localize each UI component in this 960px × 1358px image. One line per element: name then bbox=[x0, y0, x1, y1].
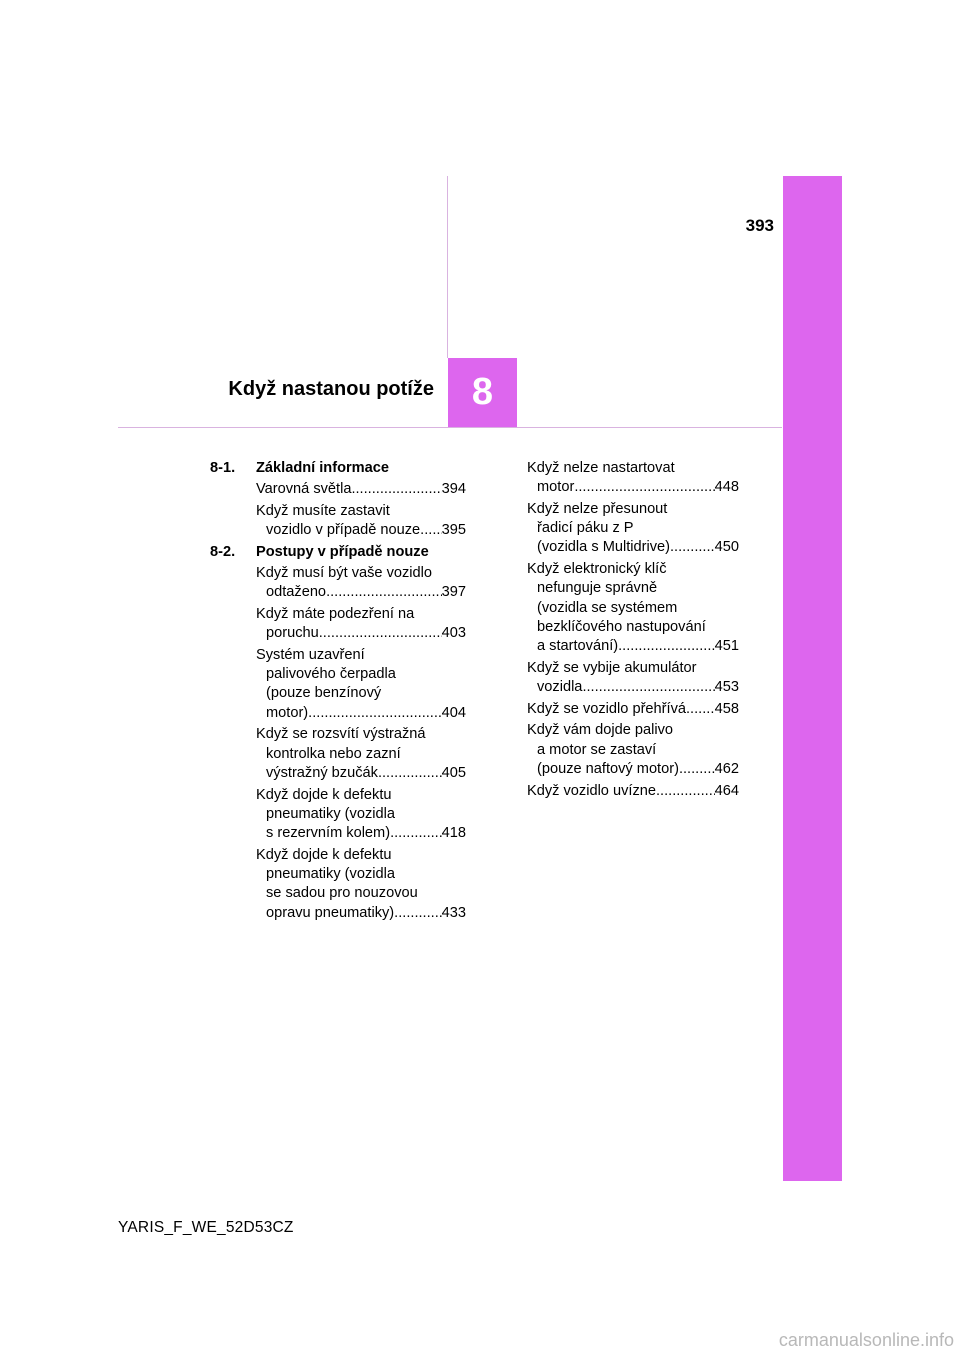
toc-entry-line bbox=[256, 665, 466, 684]
dot-leader bbox=[378, 764, 442, 783]
toc-entry-line bbox=[256, 745, 466, 764]
toc-entry-text: a startování) bbox=[537, 638, 619, 655]
dot-leader bbox=[351, 480, 441, 499]
toc-entry-line bbox=[527, 741, 739, 760]
section-title: Základní informace bbox=[256, 460, 390, 476]
toc-entry-text: Když musí být vaše vozidlo bbox=[256, 565, 433, 582]
toc-entry-text: Když máte podezření na bbox=[256, 605, 415, 622]
toc-entry-text: odtaženo bbox=[266, 584, 327, 601]
toc-entry-page: 458 bbox=[714, 700, 739, 717]
toc-entry-line bbox=[256, 564, 466, 583]
dot-leader bbox=[394, 904, 441, 923]
toc-entry-text: Když vozidlo uvízne bbox=[527, 782, 656, 799]
toc-entry-page: 453 bbox=[714, 679, 739, 696]
toc-entry[interactable] bbox=[527, 560, 739, 656]
toc-section-heading[interactable] bbox=[210, 459, 466, 478]
toc-entry-line bbox=[527, 659, 739, 678]
dot-leader bbox=[656, 782, 715, 801]
toc-entry-line bbox=[256, 646, 466, 665]
toc-entry-line bbox=[256, 704, 466, 723]
toc-entry-text: Když nelze přesunout bbox=[527, 500, 668, 517]
chapter-number: 8 bbox=[471, 371, 494, 413]
toc-entry-text: opravu pneumatiky) bbox=[266, 904, 395, 921]
watermark: carmanualsonline.info bbox=[778, 1330, 954, 1350]
toc-entry-text: řadicí páku z P bbox=[537, 520, 634, 537]
toc-entry-line bbox=[527, 579, 739, 598]
toc-entry-line bbox=[256, 865, 466, 884]
toc-right-column bbox=[527, 459, 739, 803]
toc-entry-page: 403 bbox=[441, 625, 466, 642]
toc-entry-text: se sadou pro nouzovou bbox=[266, 885, 418, 902]
toc-entry-line bbox=[527, 618, 739, 637]
toc-entry-line bbox=[527, 678, 739, 697]
toc-entry-text: Když dojde k defektu bbox=[256, 846, 392, 863]
toc-entry-text: (vozidla se systémem bbox=[537, 599, 678, 616]
toc-entry-page: 397 bbox=[441, 584, 466, 601]
toc-entry-text: Systém uzavření bbox=[256, 646, 365, 663]
dot-leader bbox=[582, 678, 714, 697]
toc-entry-text: motor) bbox=[266, 704, 309, 721]
toc-entry-text: vozidla bbox=[537, 679, 583, 696]
toc-entry-text: a motor se zastaví bbox=[537, 741, 657, 758]
toc-entry[interactable] bbox=[256, 786, 466, 844]
toc-entry-page: 405 bbox=[441, 764, 466, 781]
chapter-title: Když nastanou potíže bbox=[228, 378, 434, 400]
toc-entry[interactable] bbox=[527, 459, 739, 498]
toc-entry-page: 462 bbox=[714, 760, 739, 777]
section-number: 8-1. bbox=[210, 460, 236, 476]
toc-entry-text: výstražný bzučák bbox=[266, 764, 378, 781]
toc-entry-text: pneumatiky (vozidla bbox=[266, 805, 395, 822]
toc-entry-line bbox=[256, 502, 466, 521]
dot-leader bbox=[670, 538, 715, 557]
toc-entry-line bbox=[256, 684, 466, 703]
toc-entry-text: Když dojde k defektu bbox=[256, 786, 392, 803]
toc-entry-text: Když nelze nastartovat bbox=[527, 460, 675, 476]
toc-entry-text: nefunguje správně bbox=[537, 580, 658, 597]
toc-entry-text: (pouze naftový motor) bbox=[537, 760, 679, 777]
toc-entry-line bbox=[256, 824, 466, 843]
toc-entry-line bbox=[256, 624, 466, 643]
toc-entry-page: 451 bbox=[714, 638, 739, 655]
toc-entry-line bbox=[527, 560, 739, 579]
toc-entry-text: Když musíte zastavit bbox=[256, 502, 390, 519]
toc-entry[interactable] bbox=[256, 502, 466, 541]
toc-entry-line bbox=[256, 764, 466, 783]
dot-leader bbox=[679, 760, 715, 779]
toc-entry-page: 448 bbox=[714, 479, 739, 496]
dot-leader bbox=[574, 478, 714, 497]
toc-entry-text: s rezervním kolem) bbox=[266, 825, 391, 842]
toc-entry[interactable] bbox=[256, 564, 466, 603]
chapter-tab-strip bbox=[783, 176, 842, 1181]
toc-entry-line bbox=[527, 538, 739, 557]
dot-leader bbox=[618, 637, 715, 656]
toc-entry-page: 404 bbox=[441, 704, 466, 721]
dot-leader bbox=[686, 700, 715, 719]
toc-entry-line bbox=[256, 846, 466, 865]
toc-section-heading[interactable] bbox=[210, 543, 466, 562]
toc-entry[interactable] bbox=[527, 659, 739, 698]
toc-entry[interactable] bbox=[256, 725, 466, 783]
toc-entry-line bbox=[256, 904, 466, 923]
toc-entry[interactable] bbox=[256, 480, 466, 499]
toc-entry-line bbox=[256, 786, 466, 805]
toc-entry-text: Když se vozidlo přehřívá bbox=[527, 700, 686, 717]
toc-entry-text: Varovná světla bbox=[256, 481, 352, 498]
toc-entry[interactable] bbox=[527, 721, 739, 779]
document-code: YARIS_F_WE_52D53CZ bbox=[118, 1219, 294, 1236]
dot-leader bbox=[420, 521, 441, 540]
vertical-rule bbox=[447, 176, 448, 358]
toc-entry-text: (vozidla s Multidrive) bbox=[537, 539, 670, 556]
toc-entry[interactable] bbox=[527, 700, 739, 719]
toc-entry[interactable] bbox=[256, 605, 466, 644]
toc-entry-line bbox=[256, 480, 466, 499]
dot-leader bbox=[326, 583, 442, 602]
toc-entry-line bbox=[527, 760, 739, 779]
toc-entry[interactable] bbox=[527, 500, 739, 558]
toc-entry-text: Když vám dojde palivo bbox=[527, 722, 674, 739]
toc-entry-line bbox=[527, 459, 739, 478]
toc-entry-line bbox=[527, 478, 739, 497]
toc-entry-line bbox=[527, 721, 739, 740]
toc-entry-text: Když elektronický klíč bbox=[527, 561, 667, 578]
toc-entry-line bbox=[527, 782, 739, 801]
toc-entry-line bbox=[256, 725, 466, 744]
toc-entry-text: poruchu bbox=[266, 625, 319, 642]
toc-entry-line bbox=[527, 637, 739, 656]
dot-leader bbox=[390, 824, 442, 843]
dot-leader bbox=[319, 624, 442, 643]
toc-entry-line bbox=[256, 583, 466, 602]
toc-entry[interactable] bbox=[256, 846, 466, 923]
toc-entry-line bbox=[256, 884, 466, 903]
toc-entry-page: 394 bbox=[441, 481, 466, 498]
toc-entry-line bbox=[256, 605, 466, 624]
toc-entry-text: kontrolka nebo zazní bbox=[266, 745, 401, 762]
section-number: 8-2. bbox=[210, 543, 236, 560]
toc-entry-page: 395 bbox=[441, 522, 466, 539]
toc-entry-text: palivového čerpadla bbox=[266, 666, 396, 683]
toc-entry-line bbox=[527, 700, 739, 719]
toc-entry-page: 464 bbox=[714, 782, 739, 799]
header-rule bbox=[118, 427, 782, 428]
page-number: 393 bbox=[745, 216, 774, 235]
toc-entry-page: 433 bbox=[441, 904, 466, 921]
toc-left-column bbox=[210, 459, 466, 925]
toc-entry-text: pneumatiky (vozidla bbox=[266, 866, 395, 883]
toc-entry-text: Když se rozsvítí výstražná bbox=[256, 726, 426, 743]
toc-entry[interactable] bbox=[256, 646, 466, 723]
toc-entry-line bbox=[527, 519, 739, 538]
toc-entry-page: 450 bbox=[714, 539, 739, 556]
chapter-number-box bbox=[448, 358, 517, 427]
toc-entry-text: bezklíčového nastupování bbox=[537, 618, 706, 635]
toc-entry-text: (pouze benzínový bbox=[266, 685, 382, 702]
toc-entry-page: 418 bbox=[441, 825, 466, 842]
toc-entry-text: motor bbox=[537, 479, 575, 496]
toc-entry-text: Když se vybije akumulátor bbox=[527, 659, 697, 676]
toc-entry-line bbox=[527, 599, 739, 618]
toc-entry[interactable] bbox=[527, 782, 739, 801]
toc-entry-line bbox=[256, 805, 466, 824]
section-title: Postupy v případě nouze bbox=[256, 543, 429, 560]
dot-leader bbox=[308, 704, 441, 723]
toc-entry-line bbox=[256, 521, 466, 540]
toc-entry-line bbox=[527, 500, 739, 519]
toc-entry-text: vozidlo v případě nouze bbox=[266, 522, 421, 539]
